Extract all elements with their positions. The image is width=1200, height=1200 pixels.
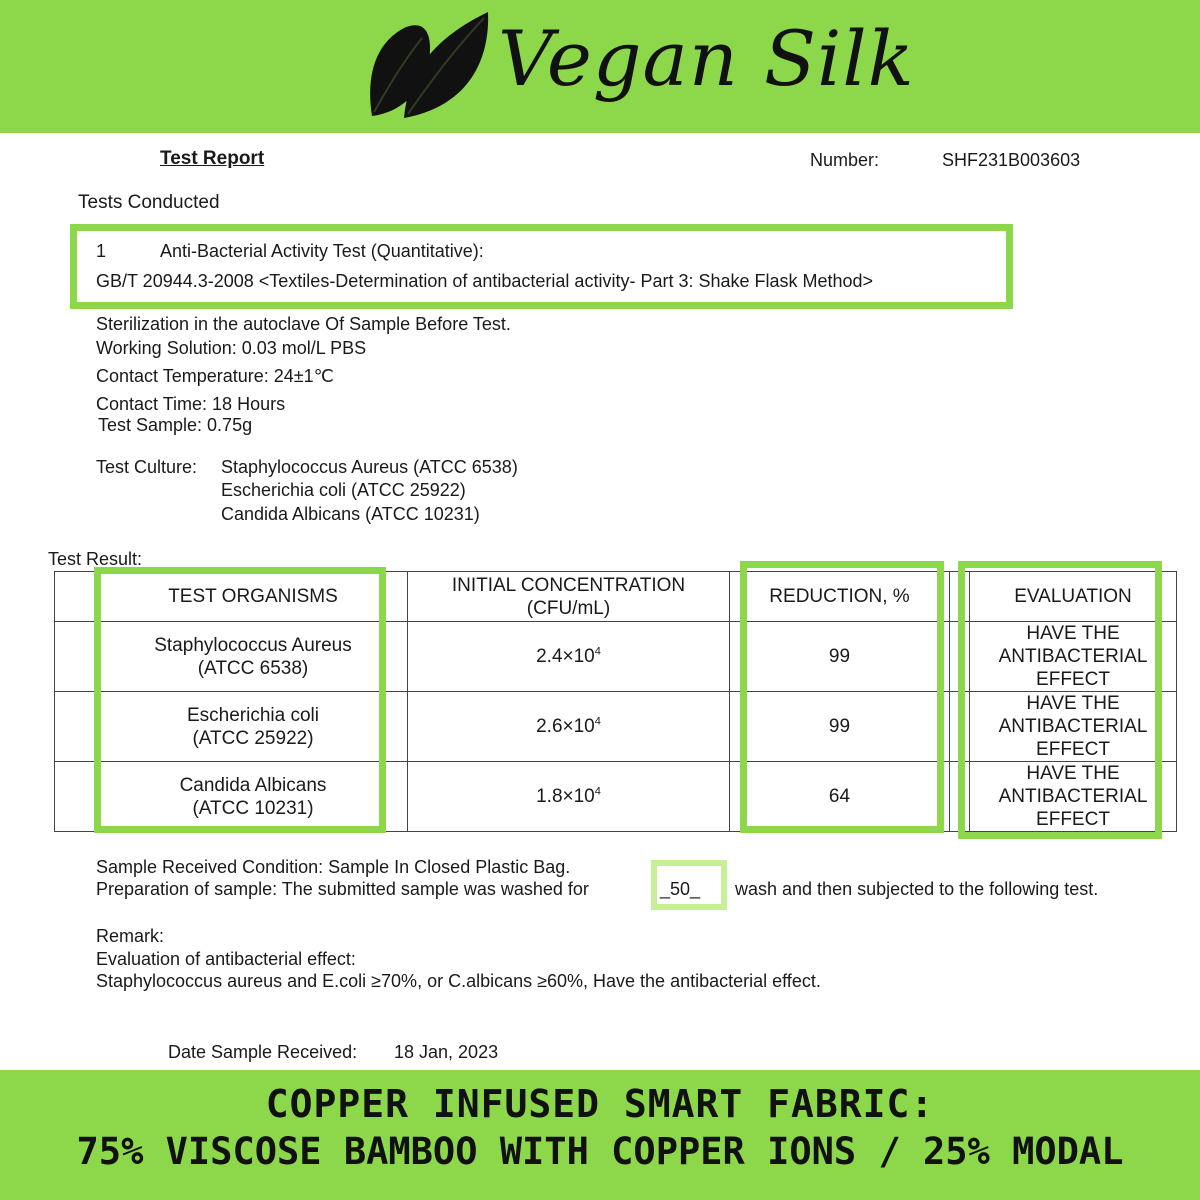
test-culture-item: Staphylococcus Aureus (ATCC 6538) — [221, 457, 518, 477]
product-footer — [0, 1070, 1200, 1200]
evaluation-criteria: Staphylococcus aureus and E.coli ≥70%, or C.albicans ≥60%, Have the antibacterial effect. — [96, 971, 821, 991]
organism-cell: Escherichia coli (ATCC 25922) — [99, 692, 408, 762]
evaluation-cell: HAVE THE ANTIBACTERIAL EFFECT — [970, 622, 1177, 692]
brand-name: Vegan Silk — [498, 14, 915, 103]
test-culture-label: Test Culture: — [96, 457, 198, 477]
evaluation-cell: HAVE THE ANTIBACTERIAL EFFECT — [970, 762, 1177, 832]
date-received-label: Date Sample Received: — [168, 1042, 358, 1062]
test-culture-item: Escherichia coli (ATCC 25922) — [221, 480, 466, 500]
test-standard: GB/T 20944.3-2008 <Textiles-Determination of antibacterial activity- Part 3: Shake Flask Method> — [96, 271, 874, 291]
date-received-value: 18 Jan, 2023 — [394, 1042, 499, 1062]
test-sample-text: Test Sample: 0.75g — [98, 415, 253, 435]
preparation-prefix-text: Preparation of sample: The submitted sample was washed for — [96, 879, 589, 899]
report-number: SHF231B003603 — [942, 150, 1081, 170]
reduction-cell: 99 — [730, 622, 950, 692]
wash-count: _50_ — [660, 879, 701, 899]
footer-composition: 75% VISCOSE BAMBOO WITH COPPER IONS / 25% MODAL — [76, 1130, 1124, 1173]
header-initial-concentration: INITIAL CONCENTRATION (CFU/mL) — [408, 572, 730, 622]
test-result-label: Test Result: — [48, 549, 143, 569]
working-solution-text: Working Solution: 0.03 mol/L PBS — [96, 338, 367, 358]
evaluation-cell: HAVE THE ANTIBACTERIAL EFFECT — [970, 692, 1177, 762]
brand-header — [0, 0, 1200, 133]
footer-headline: COPPER INFUSED SMART FABRIC: — [265, 1082, 935, 1126]
remark-label: Remark: — [96, 926, 165, 946]
preparation-suffix-text: wash and then subjected to the following test. — [735, 879, 1099, 899]
report-number-label: Number: — [810, 150, 880, 170]
evaluation-column-highlight — [958, 561, 1162, 839]
organism-cell: Staphylococcus Aureus (ATCC 6538) — [99, 622, 408, 692]
sterilization-text: Sterilization in the autoclave Of Sample Before Test. — [96, 314, 511, 334]
sample-condition-text: Sample Received Condition: Sample In Closed Plastic Bag. — [96, 857, 571, 877]
reduction-column-highlight — [740, 561, 944, 833]
header-reduction: REDUCTION, % — [730, 572, 950, 622]
reduction-cell: 99 — [730, 692, 950, 762]
report-title: Test Report — [160, 148, 265, 169]
concentration-cell: $1.8\times 10^4$ — [408, 762, 730, 832]
test-name: Anti-Bacterial Activity Test (Quantitative): — [160, 241, 484, 261]
test-index: 1 — [96, 241, 107, 261]
test-method-highlight — [70, 224, 1013, 309]
concentration-cell: $2.4\times 10^4$ — [408, 622, 730, 692]
contact-time-text: Contact Time: 18 Hours — [96, 394, 286, 414]
leaves-icon — [364, 8, 494, 126]
test-culture-item: Candida Albicans (ATCC 10231) — [221, 504, 480, 524]
header-test-organisms: TEST ORGANISMS — [99, 572, 408, 622]
evaluation-label: Evaluation of antibacterial effect: — [96, 949, 356, 969]
concentration-cell: $2.6\times 10^4$ — [408, 692, 730, 762]
reduction-cell: 64 — [730, 762, 950, 832]
header-evaluation: EVALUATION — [970, 572, 1177, 622]
organisms-column-highlight — [94, 567, 386, 833]
organism-cell: Candida Albicans (ATCC 10231) — [99, 762, 408, 832]
tests-conducted-label: Tests Conducted — [78, 192, 220, 213]
contact-temperature-text: Contact Temperature: 24±1℃ — [96, 366, 334, 386]
